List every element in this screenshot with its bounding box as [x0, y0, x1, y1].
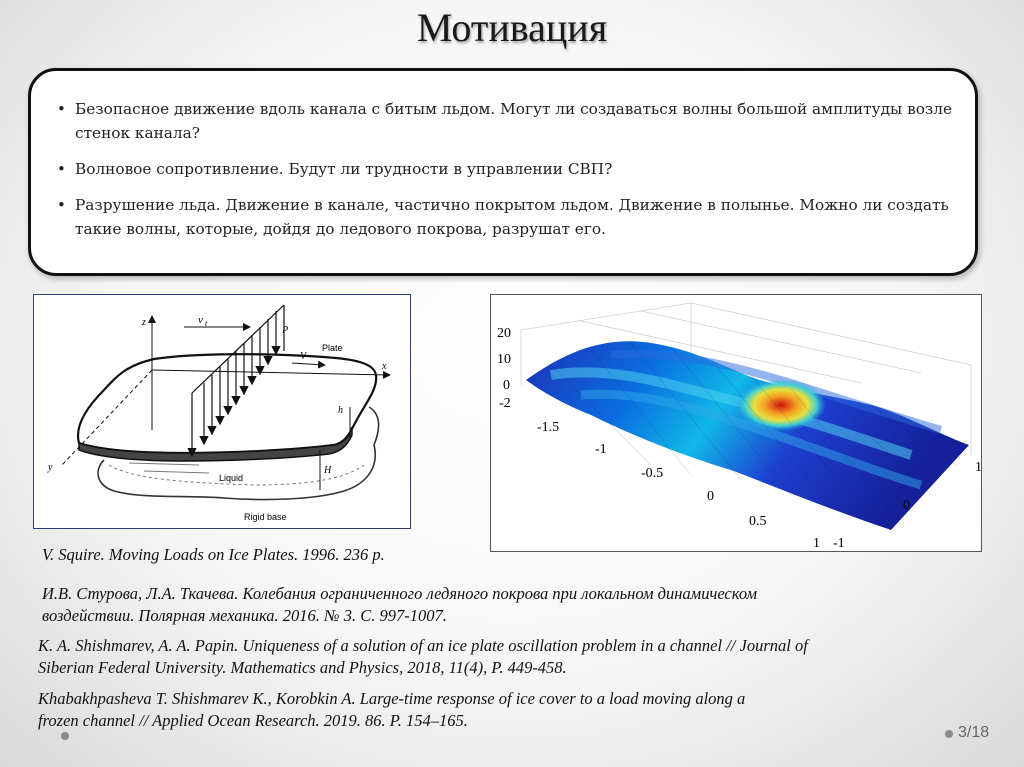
reference-sturova-line1: И.В. Стурова, Л.А. Ткачева. Колебания ограниченного ледяного покрова при локальном динамическом: [42, 584, 757, 603]
y-tick: 0: [903, 498, 910, 513]
decor-dot-left: [61, 732, 69, 740]
bullet-icon: •: [57, 196, 66, 214]
label-h: h: [338, 405, 343, 416]
label-z: z: [142, 317, 146, 328]
plate-schematic-svg: [34, 295, 410, 528]
z-tick: 0: [503, 378, 510, 393]
x-tick: 1: [813, 536, 820, 551]
x-tick: -1.5: [537, 420, 560, 435]
x-tick: 0: [707, 489, 714, 504]
bullet-text: Безопасное движение вдоль канала с битым льдом. Могут ли создаваться волны большой амплитуды возле стенок канала?: [75, 100, 953, 142]
reference-shishmarev-line2: Siberian Federal University. Mathematics and Physics, 2018, 11(4), P. 449-458.: [38, 658, 567, 677]
bullet-icon: •: [57, 160, 66, 178]
label-vt-sub: t: [205, 319, 208, 328]
label-p: P: [282, 325, 289, 336]
reference-shishmarev-line1: K. A. Shishmarev, A. A. Papin. Uniqueness of a solution of an ice plate oscillation problem in a channel // Journal of: [38, 636, 808, 655]
plate-schematic-figure: [33, 294, 411, 529]
label-vt: v: [198, 314, 203, 326]
label-H: H: [324, 465, 332, 476]
bullet-text: Разрушение льда. Движение в канале, частично покрытом льдом. Движение в полынье. Можно ли создать такие волны, которые, дойдя до ледового покрова, разрушат его.: [75, 196, 949, 238]
wave-peak: [736, 379, 826, 431]
bullet-icon: •: [57, 100, 66, 118]
x-tick: -0.5: [641, 466, 664, 481]
bullet-item: [57, 97, 953, 145]
page-number: 3/18: [958, 724, 990, 741]
plate-top: [78, 354, 376, 453]
slide-title: Мотивация: [416, 5, 608, 50]
reference-squire: V. Squire. Moving Loads on Ice Plates. 1996. 236 p.: [42, 545, 385, 564]
z-tick: 10: [497, 352, 511, 367]
reference-khabakh-line1: Khabakhpasheva T. Shishmarev K., Korobkin A. Large-time response of ice cover to a load moving along a: [38, 689, 746, 708]
bullet-list: [57, 97, 953, 241]
label-plate: Plate: [322, 343, 343, 353]
wave-surface-svg: [491, 295, 981, 551]
z-tick: -2: [499, 396, 511, 411]
reference-khabakh-line2: frozen channel // Applied Ocean Research. 2019. 86. P. 154–165.: [38, 711, 468, 730]
label-x: x: [382, 361, 387, 372]
reference-sturova-line2: воздействии. Полярная механика. 2016. № 3. С. 997-1007.: [42, 606, 447, 625]
bullet-text: Волновое сопротивление. Будут ли трудности в управлении СВП?: [75, 160, 613, 178]
z-tick: 20: [497, 326, 511, 341]
label-rigid-base: Rigid base: [244, 512, 287, 522]
bullet-item: [57, 157, 953, 181]
motivation-box: [28, 68, 978, 276]
decor-dot-right: [945, 730, 953, 738]
label-liquid: Liquid: [219, 473, 244, 483]
y-tick: 1: [975, 460, 982, 475]
x-tick: 0.5: [749, 514, 767, 529]
bullet-item: [57, 193, 953, 241]
y-tick: -1: [833, 536, 845, 551]
wave-surface-figure: [490, 294, 982, 552]
x-tick: -1: [595, 442, 607, 457]
label-v: V: [300, 351, 307, 362]
label-y: y: [48, 462, 53, 473]
